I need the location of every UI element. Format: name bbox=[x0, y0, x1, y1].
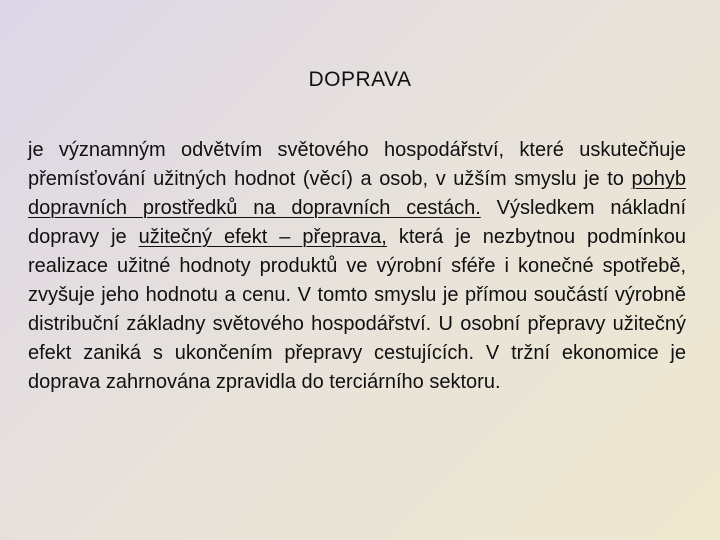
body-text-part-1: je významným odvětvím světového hospodářství, které uskutečňuje přemísťování užitných hodnot (věcí) a osob, v užším smyslu je to bbox=[28, 139, 686, 190]
body-text-part-2: Výsledkem nákladní dopravy je bbox=[28, 197, 687, 248]
underlined-phrase-useful-effect: užitečný efekt – přeprava, bbox=[138, 226, 387, 248]
underlined-phrase-transport-movement: pohyb dopravních prostředků na dopravních cestách. bbox=[28, 168, 686, 219]
body-text-part-3: která je nezbytnou podmínkou realizace užitné hodnoty produktů ve výrobní sféře i konečné spotřebě, zvyšuje jeho hodnotu a cenu. V tomto smyslu je přímou součástí výrobně distribuční základny světového hospodářství. U osobní přepravy užitečný efekt zaniká s ukončením přepravy cestujících. V tržní ekonomice je doprava zahrnována zpravidla do terciárního sektoru. bbox=[28, 226, 686, 393]
slide-body-text bbox=[28, 136, 686, 397]
slide-title: DOPRAVA bbox=[308, 68, 412, 91]
